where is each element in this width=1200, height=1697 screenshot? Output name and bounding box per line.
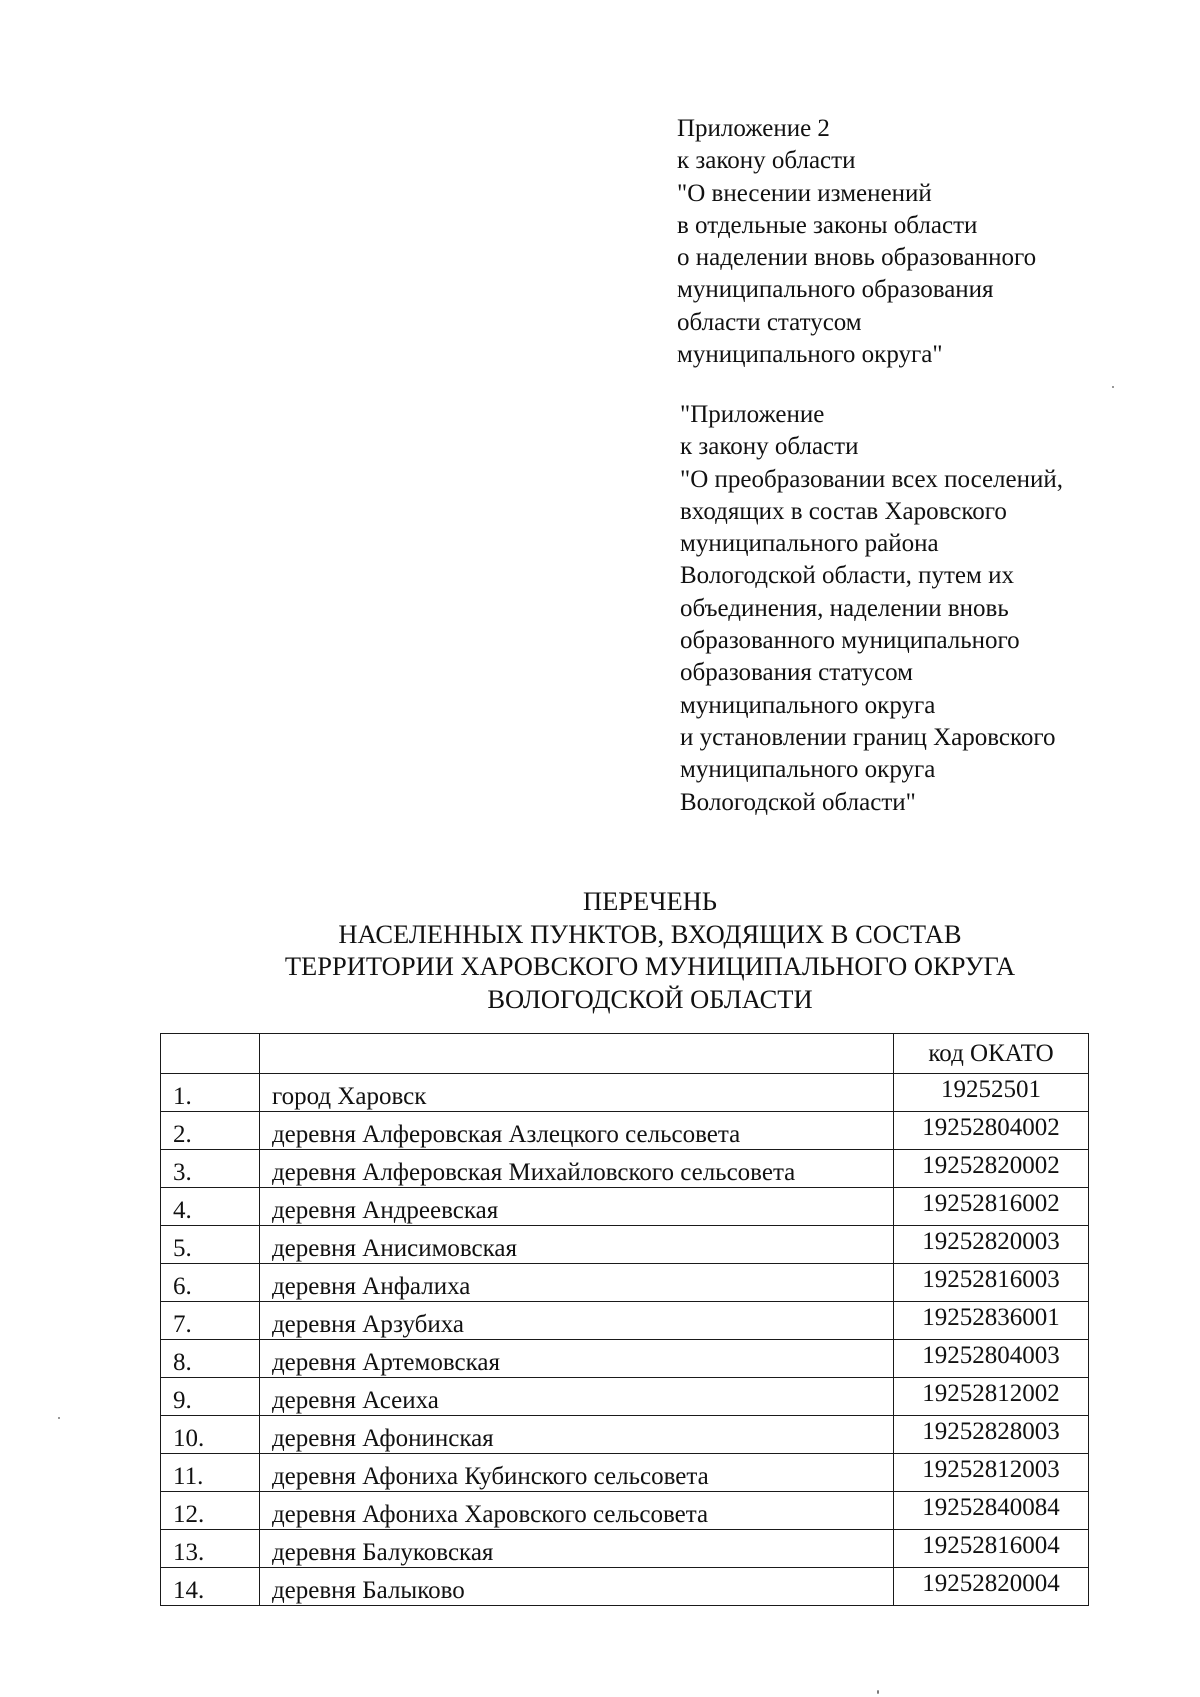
quoted-annex-line: "Приложение	[680, 401, 825, 428]
row-number-cell: 8.	[161, 1340, 260, 1378]
table-row	[161, 1416, 1089, 1454]
table-row	[161, 1530, 1089, 1568]
table-row	[161, 1112, 1089, 1150]
quoted-annex-line: объединения, наделении вновь	[680, 594, 1009, 622]
title-line: ВОЛОГОДСКОЙ ОБЛАСТИ	[487, 983, 813, 1014]
quoted-annex-line: муниципального района	[680, 530, 939, 558]
okato-code-cell: 19252804003	[894, 1340, 1089, 1378]
quoted-annex-line: муниципального округа	[680, 691, 936, 719]
row-number-cell: 4.	[161, 1188, 260, 1226]
annex-header-line: муниципального округа"	[677, 341, 943, 369]
okato-code-cell: 19252816004	[894, 1530, 1089, 1568]
okato-code-cell: 19252828003	[894, 1416, 1089, 1454]
row-number-cell: 3.	[161, 1150, 260, 1188]
quoted-annex-line: "О преобразовании всех поселений,	[680, 465, 1064, 493]
row-number-cell: 9.	[161, 1378, 260, 1416]
okato-code-cell: 19252804002	[894, 1112, 1089, 1150]
annex-header-line: в отдельные законы области	[677, 211, 978, 239]
annex-header-line: муниципального образования	[677, 276, 994, 304]
settlement-name-cell: деревня Андреевская	[259, 1188, 893, 1226]
row-number-cell: 13.	[161, 1530, 260, 1568]
table-row	[161, 1492, 1089, 1530]
settlement-name-cell: деревня Алферовская Азлецкого сельсовета	[259, 1112, 893, 1150]
settlement-name-cell: город Харовск	[259, 1074, 893, 1112]
header-okato-cell: код ОКАТО	[894, 1034, 1089, 1074]
settlement-name-cell: деревня Афониха Кубинского сельсовета	[259, 1454, 893, 1492]
settlement-name-cell: деревня Афонинская	[259, 1416, 893, 1454]
table-row	[161, 1150, 1089, 1188]
header-num-cell	[161, 1034, 260, 1074]
okato-code-cell: 19252812003	[894, 1454, 1089, 1492]
table-row	[161, 1454, 1089, 1492]
table-row	[161, 1340, 1089, 1378]
settlement-name-cell: деревня Артемовская	[259, 1340, 893, 1378]
settlement-name-cell: деревня Балыково	[259, 1568, 893, 1606]
table-row	[161, 1568, 1089, 1606]
scan-speck	[58, 1417, 60, 1419]
row-number-cell: 1.	[161, 1074, 260, 1112]
header-name-cell	[259, 1034, 893, 1074]
quoted-annex-line: муниципального округа	[680, 756, 936, 784]
row-number-cell: 7.	[161, 1302, 260, 1340]
table-row	[161, 1378, 1089, 1416]
okato-code-cell: 19252820003	[894, 1226, 1089, 1264]
okato-code-cell: 19252812002	[894, 1378, 1089, 1416]
annex-header-line: "О внесении изменений	[677, 179, 932, 207]
okato-code-cell: 19252836001	[894, 1302, 1089, 1340]
row-number-cell: 5.	[161, 1226, 260, 1264]
quoted-annex-line: Вологодской области, путем их	[680, 562, 1014, 590]
table-row	[161, 1188, 1089, 1226]
settlement-name-cell: деревня Алферовская Михайловского сельсовета	[259, 1150, 893, 1188]
annex-header-line: области статусом	[677, 308, 862, 336]
quoted-annex-line: Вологодской области"	[680, 788, 916, 816]
title-line: ТЕРРИТОРИИ ХАРОВСКОГО МУНИЦИПАЛЬНОГО ОКРУГА	[284, 951, 1016, 981]
okato-code-cell: 19252820002	[894, 1150, 1089, 1188]
annex-header	[677, 113, 1147, 371]
settlement-name-cell: деревня Анисимовская	[259, 1226, 893, 1264]
settlement-name-cell: деревня Афониха Харовского сельсовета	[259, 1492, 893, 1530]
quoted-annex-line: входящих в состав Харовского	[680, 497, 1007, 525]
okato-code-cell: 19252501	[894, 1074, 1089, 1112]
okato-code-cell: 19252820004	[894, 1568, 1089, 1606]
settlements-table	[160, 1033, 1089, 1606]
quoted-annex-line: образованного муниципального	[680, 627, 1020, 655]
scan-speck	[877, 1690, 879, 1694]
title-line: НАСЕЛЕННЫХ ПУНКТОВ, ВХОДЯЩИХ В СОСТАВ	[338, 918, 962, 949]
title-line: ПЕРЕЧЕНЬ	[582, 886, 717, 916]
scan-speck	[1112, 386, 1114, 388]
quoted-annex-line: и установлении границ Харовского	[680, 723, 1056, 751]
annex-header-line: о наделении вновь образованного	[677, 244, 1037, 272]
okato-code-cell: 19252816002	[894, 1188, 1089, 1226]
settlement-name-cell: деревня Арзубиха	[259, 1302, 893, 1340]
row-number-cell: 11.	[161, 1454, 260, 1492]
row-number-cell: 6.	[161, 1264, 260, 1302]
okato-code-cell: 19252816003	[894, 1264, 1089, 1302]
quoted-annex-header	[680, 399, 1150, 819]
table-row	[161, 1302, 1089, 1340]
annex-header-line: к закону области	[677, 147, 856, 175]
row-number-cell: 2.	[161, 1112, 260, 1150]
quoted-annex-line: образования статусом	[680, 659, 913, 687]
quoted-annex-line: к закону области	[680, 433, 859, 461]
row-number-cell: 10.	[161, 1416, 260, 1454]
okato-code-cell: 19252840084	[894, 1492, 1089, 1530]
row-number-cell: 14.	[161, 1568, 260, 1606]
row-number-cell: 12.	[161, 1492, 260, 1530]
table-row	[161, 1264, 1089, 1302]
document-title	[200, 885, 1100, 1015]
settlement-name-cell: деревня Балуковская	[259, 1530, 893, 1568]
table-row	[161, 1074, 1089, 1112]
table-row	[161, 1226, 1089, 1264]
settlement-name-cell: деревня Асеиха	[259, 1378, 893, 1416]
annex-header-line: Приложение 2	[677, 115, 830, 142]
table-header-row	[161, 1034, 1089, 1074]
settlement-name-cell: деревня Анфалиха	[259, 1264, 893, 1302]
